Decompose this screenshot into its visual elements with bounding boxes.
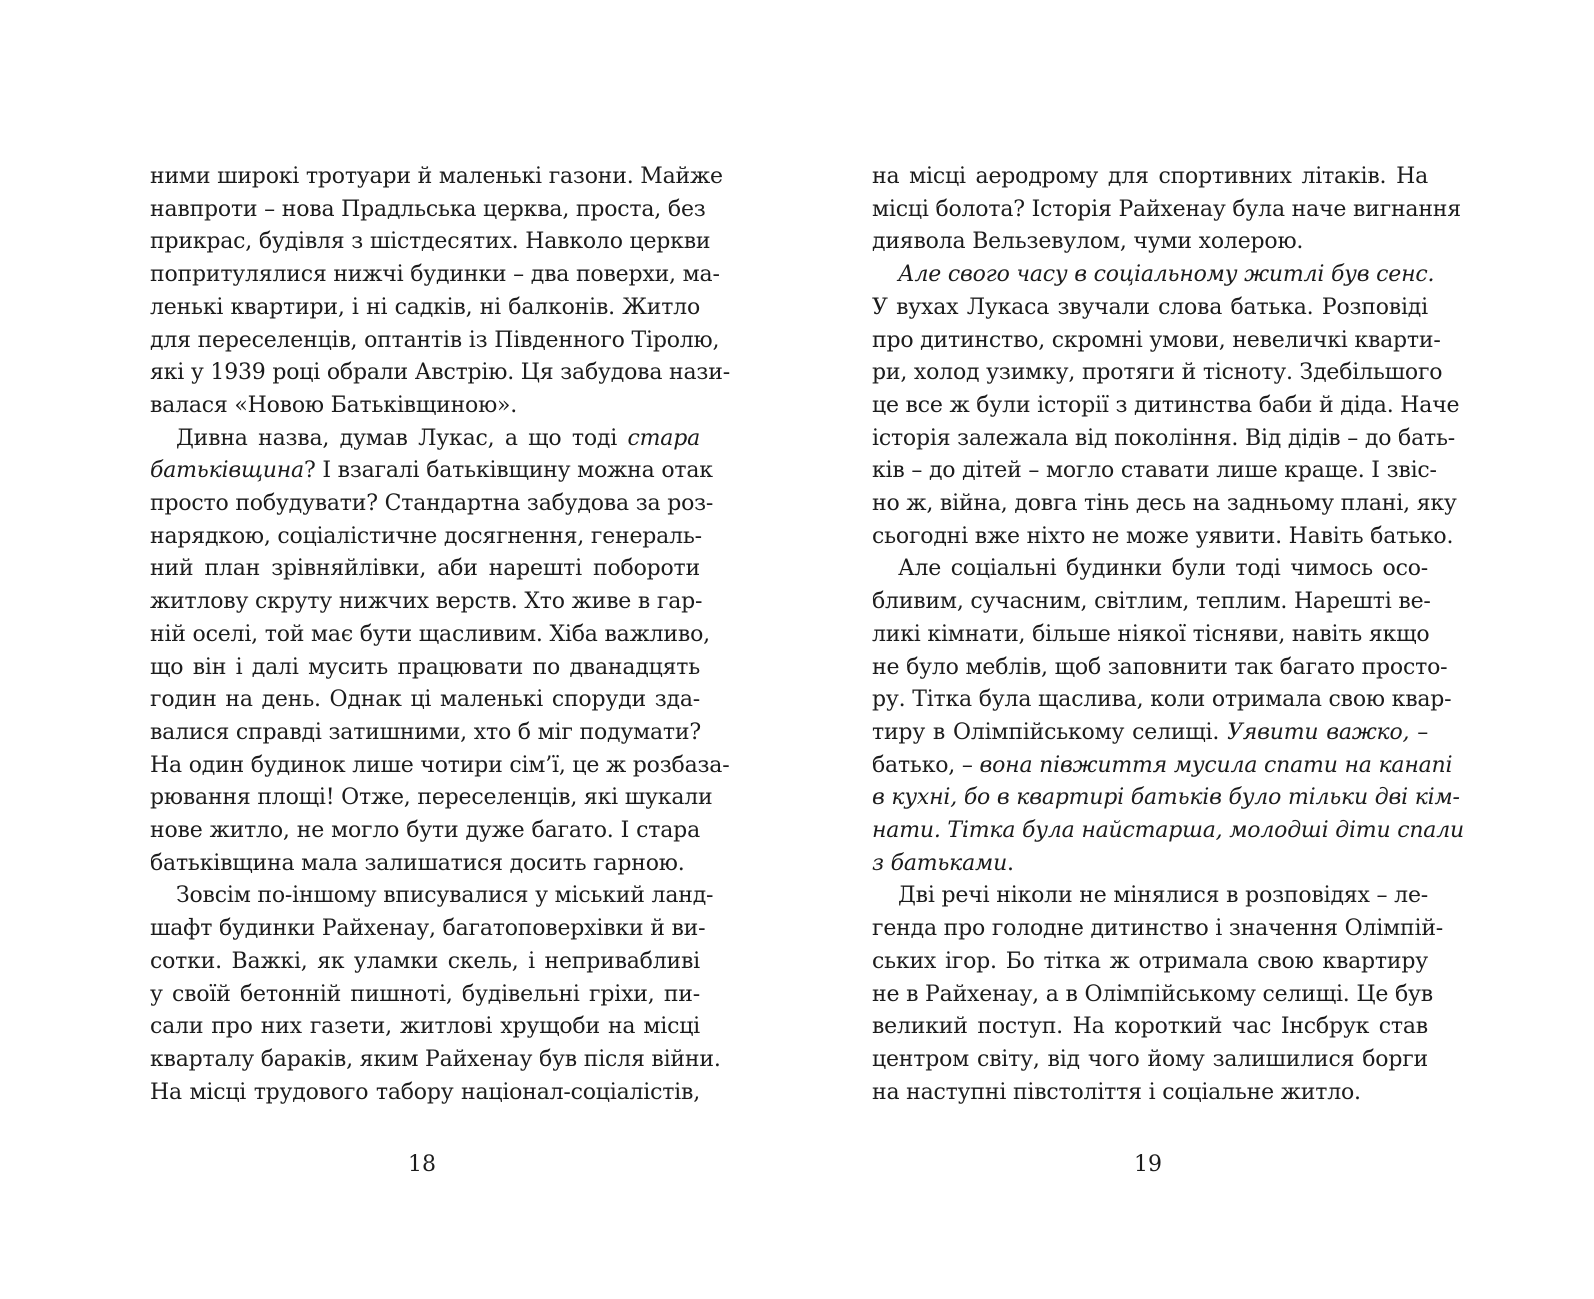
text-line: Зовсім по-іншому вписувалися у міський ланд-: [176, 883, 714, 909]
paragraph: [150, 423, 730, 881]
text-line: шафт будинки Райхенау, багатоповерхівки й ви-: [150, 916, 706, 942]
text-line: [150, 423, 700, 456]
text-line: бливим, сучасним, світлим, теплим. Нарешті ве-: [872, 589, 1431, 615]
paragraph: [872, 553, 1464, 880]
text-line: історія залежала від покоління. Від дідів – до бать-: [872, 425, 1455, 451]
text-line: сали про них газети, житлові хрущоби на місці: [150, 1014, 700, 1040]
text-line: На один будинок лише чотири сім’ї, це ж розбаза-: [150, 752, 730, 778]
italic-phrase: з батьками: [872, 850, 1008, 876]
text-line: ри, холод узимку, протяги й тісноту. Здебільшого: [872, 360, 1443, 386]
text-line: житлову скруту нижчих верств. Хто живе в гар-: [150, 589, 703, 615]
text-line: На місці трудового табору націонал-соціалістів,: [150, 1079, 700, 1105]
text-fragment: –: [1417, 719, 1429, 745]
page-number-left: 18: [408, 1152, 436, 1177]
text-line: нове житло, не могло бути дуже багато. І стара: [150, 818, 700, 844]
text-line: у своїй бетонній пишноті, будівельні гріхи, пи-: [150, 981, 700, 1007]
text-line: У вухах Лукаса звучали слова батька. Розповіді: [872, 294, 1428, 320]
text-line: генда про голодне дитинство і значення Олімпій-: [872, 916, 1444, 942]
text-line: ликі кімнати, більше ніякої тісняви, навіть якщо: [872, 621, 1430, 647]
text-line: на місці аеродрому для спортивних літаків. На: [872, 164, 1428, 189]
italic-word: стара: [627, 425, 700, 451]
italic-phrase: вона півжиття мусила спати на канапі: [979, 752, 1453, 778]
text-line: ній оселі, той має бути щасливим. Хіба важливо,: [150, 621, 710, 647]
right-page: [872, 161, 1464, 1109]
text-line: ленькі квартири, і ні садків, ні балконів. Житло: [150, 294, 700, 320]
paragraph: [872, 161, 1461, 259]
text-line: сотки. Важкі, як уламки скель, і непривабливі: [150, 948, 700, 974]
text-line: ків – до дітей – могло ставати лише краще. І звіс-: [872, 458, 1437, 484]
paragraph: [150, 161, 730, 423]
italic-word: батьківщина: [150, 458, 304, 484]
text-line: но ж, війна, довга тінь десь на задньому плані, яку: [872, 491, 1457, 517]
text-fragment: батько, –: [872, 752, 973, 778]
text-line: валася «Новою Батьківщиною».: [150, 392, 518, 418]
page-number-right: 19: [1134, 1152, 1162, 1177]
text-line: попритулялися нижчі будинки – два поверхи, ма-: [150, 262, 720, 288]
text-line: просто побудувати? Стандартна забудова за роз-: [150, 491, 714, 517]
text-fragment: .: [1007, 850, 1014, 876]
text-line: годин на день. Однак ці маленькі споруди зда-: [150, 687, 700, 713]
text-line: Але соціальні будинки були тоді чимось осо-: [898, 556, 1428, 582]
text-fragment: тиру в Олімпійському селищі.: [872, 719, 1220, 745]
text-line: Дві речі ніколи не мінялися в розповідях – ле-: [898, 883, 1428, 909]
text-line: [872, 750, 1453, 783]
text-line: ний план зрівняйлівки, аби нарешті побороти: [150, 556, 700, 582]
text-line: на наступні півстоліття і соціальне житло.: [872, 1079, 1361, 1105]
text-line: ських ігор. Бо тітка ж отримала свою квартиру: [872, 948, 1428, 974]
paragraph: [872, 880, 1444, 1109]
text-line: [872, 848, 1428, 881]
text-line: батьківщина мала залишатися досить гарною.: [150, 850, 685, 876]
text-line: сьогодні вже ніхто не може уявити. Навіть батько.: [872, 523, 1454, 549]
text-line: не в Райхенау, а в Олімпійському селищі. Це був: [872, 981, 1433, 1007]
text-line: це все ж були історії з дитинства баби й діда. Наче: [872, 392, 1460, 418]
text-line: Але свого часу в соціальному житлі був сенс.: [898, 262, 1435, 288]
text-line: диявола Вельзевулом, чуми холерою.: [872, 229, 1304, 255]
text-line: центром світу, від чого йому залишилися борги: [872, 1046, 1428, 1072]
text-line: [150, 455, 713, 488]
text-line: рювання площі! Отже, переселенців, які шукали: [150, 785, 713, 811]
text-fragment: Дивна назва, думав Лукас, а що тоді: [176, 425, 618, 451]
paragraph: [150, 880, 721, 1109]
text-line: навпроти – нова Прадльська церква, проста, без: [150, 196, 706, 222]
paragraph: [872, 259, 1460, 553]
text-line: для переселенців, оптантів із Південного Тіролю,: [150, 327, 720, 353]
text-line: ру. Тітка була щаслива, коли отримала свою квар-: [872, 687, 1452, 713]
text-line: не було меблів, щоб заповнити так багато просто-: [872, 654, 1448, 680]
text-line: великий поступ. На короткий час Інсбрук став: [872, 1014, 1428, 1040]
italic-phrase: Уявити важко,: [1227, 719, 1410, 745]
left-page: [150, 161, 730, 1109]
text-line: нати. Тітка була найстарша, молодші діти спали: [872, 818, 1464, 844]
text-line: прикрас, будівля з шістдесятих. Навколо церкви: [150, 229, 711, 255]
text-line: кварталу бараків, яким Райхенау був після війни.: [150, 1046, 721, 1072]
text-line: які у 1939 році обрали Австрію. Ця забудова нази-: [150, 360, 730, 386]
text-line: [872, 717, 1428, 750]
text-line: місці болота? Історія Райхенау була наче вигнання: [872, 196, 1461, 222]
text-line: що він і далі мусить працювати по дванадцять: [150, 654, 700, 680]
text-line: нарядкою, соціалістичне досягнення, генераль-: [150, 523, 702, 549]
text-line: ними широкі тротуари й маленькі газони. Майже: [150, 164, 723, 189]
text-line: валися справді затишними, хто б міг подумати?: [150, 719, 701, 745]
text-line: про дитинство, скромні умови, невеличкі кварти-: [872, 327, 1441, 353]
text-line: в кухні, бо в квартирі батьків було тільки дві кім-: [872, 785, 1460, 811]
text-fragment: ? І взагалі батьківщину можна отак: [303, 458, 713, 484]
